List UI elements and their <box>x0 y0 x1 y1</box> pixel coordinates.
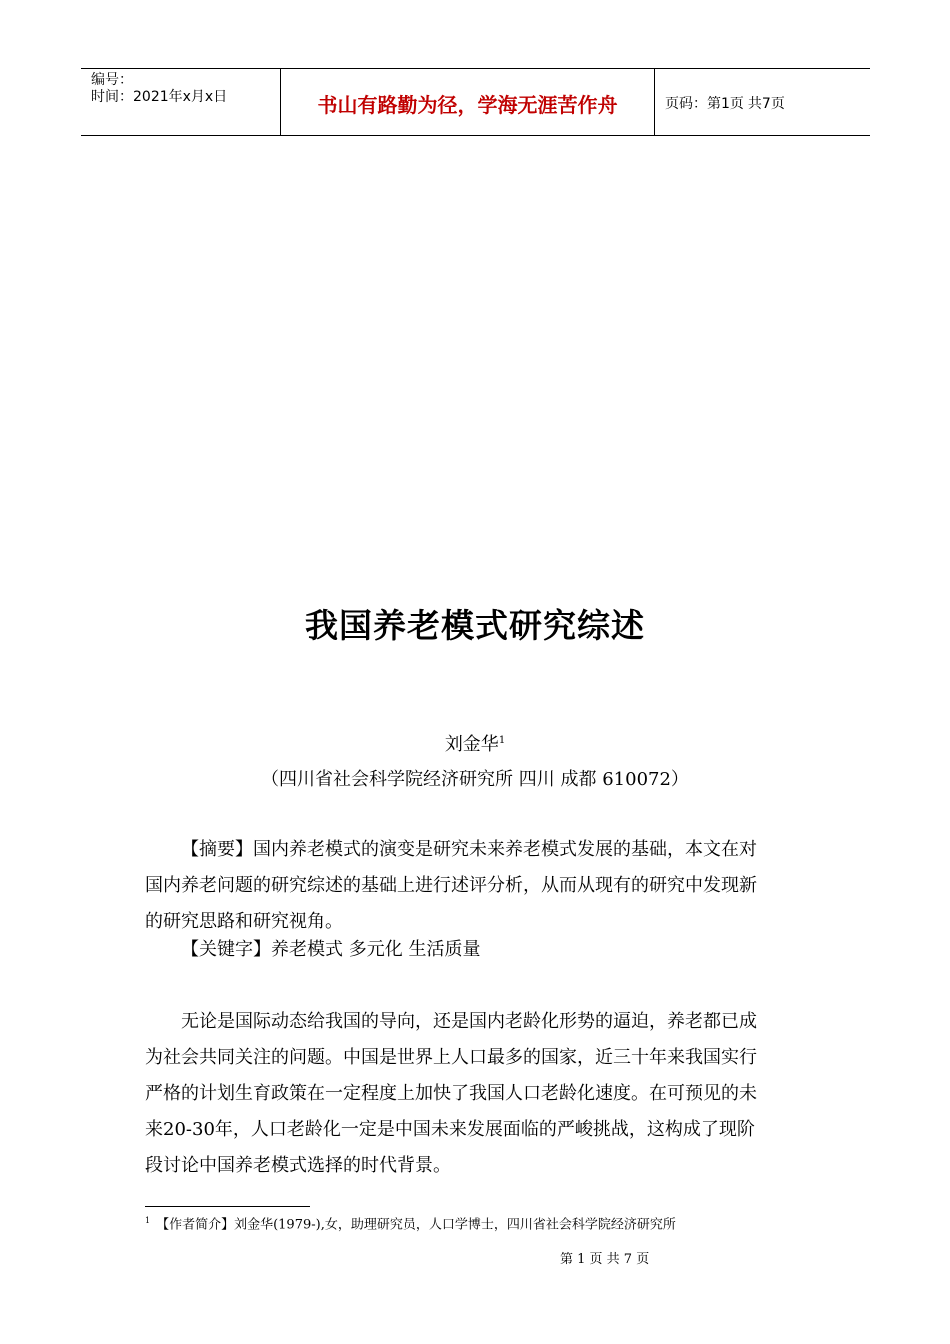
author-line <box>0 730 950 756</box>
page-number-footer: 第 1 页 共 7 页 <box>560 1252 650 1267</box>
header-info-cell <box>81 69 281 135</box>
footnote-divider <box>145 1206 310 1207</box>
intro-line: 为社会共同关注的问题。中国是世界上人口最多的国家，近三十年来我国实行 <box>145 1047 757 1068</box>
abstract-paragraph <box>145 832 807 940</box>
intro-line: 无论是国际动态给我国的导向，还是国内老龄化形势的逼迫，养老都已成 <box>181 1011 757 1032</box>
intro-line: 来20-30年，人口老龄化一定是中国未来发展面临的严峻挑战，这构成了现阶 <box>145 1119 755 1140</box>
page-code: 页码：第1页 <box>665 96 744 112</box>
affiliation: （四川省社会科学院经济研究所 四川 成都 610072） <box>261 769 689 790</box>
footnote-mark: 1 <box>145 1216 151 1225</box>
abstract-line: 国内养老问题的研究综述的基础上进行述评分析，从而从现有的研究中发现新 <box>145 875 757 896</box>
footnote-text: 【作者简介】刘金华(1979-),女，助理研究员，人口学博士，四川省社会科学院经济研究所 <box>156 1217 676 1233</box>
footnote <box>145 1212 676 1234</box>
page-total: 共7页 <box>747 96 785 112</box>
keywords-paragraph <box>145 932 807 968</box>
motto-cell <box>281 69 655 135</box>
keywords-line: 【关键字】养老模式 多元化 生活质量 <box>181 939 481 960</box>
number-label: 编号： <box>91 72 133 88</box>
abstract-line: 的研究思路和研究视角。 <box>145 911 343 932</box>
author-name: 刘金华 <box>444 734 499 755</box>
intro-paragraph <box>145 1004 807 1184</box>
motto-text: 书山有路勤为径，学海无涯苦作舟 <box>317 92 618 117</box>
intro-line: 段讨论中国养老模式选择的时代背景。 <box>145 1155 451 1176</box>
page-code-cell <box>655 69 870 135</box>
abstract-line: 【摘要】国内养老模式的演变是研究未来养老模式发展的基础，本文在对 <box>181 839 757 860</box>
document-title: 我国养老模式研究综述 <box>305 606 645 645</box>
page-header <box>81 68 870 136</box>
intro-line: 严格的计划生育政策在一定程度上加快了我国人口老龄化速度。在可预见的未 <box>145 1083 757 1104</box>
time-label: 时间：2021年x月x日 <box>91 89 228 105</box>
author-footnote-mark: 1 <box>498 735 506 746</box>
